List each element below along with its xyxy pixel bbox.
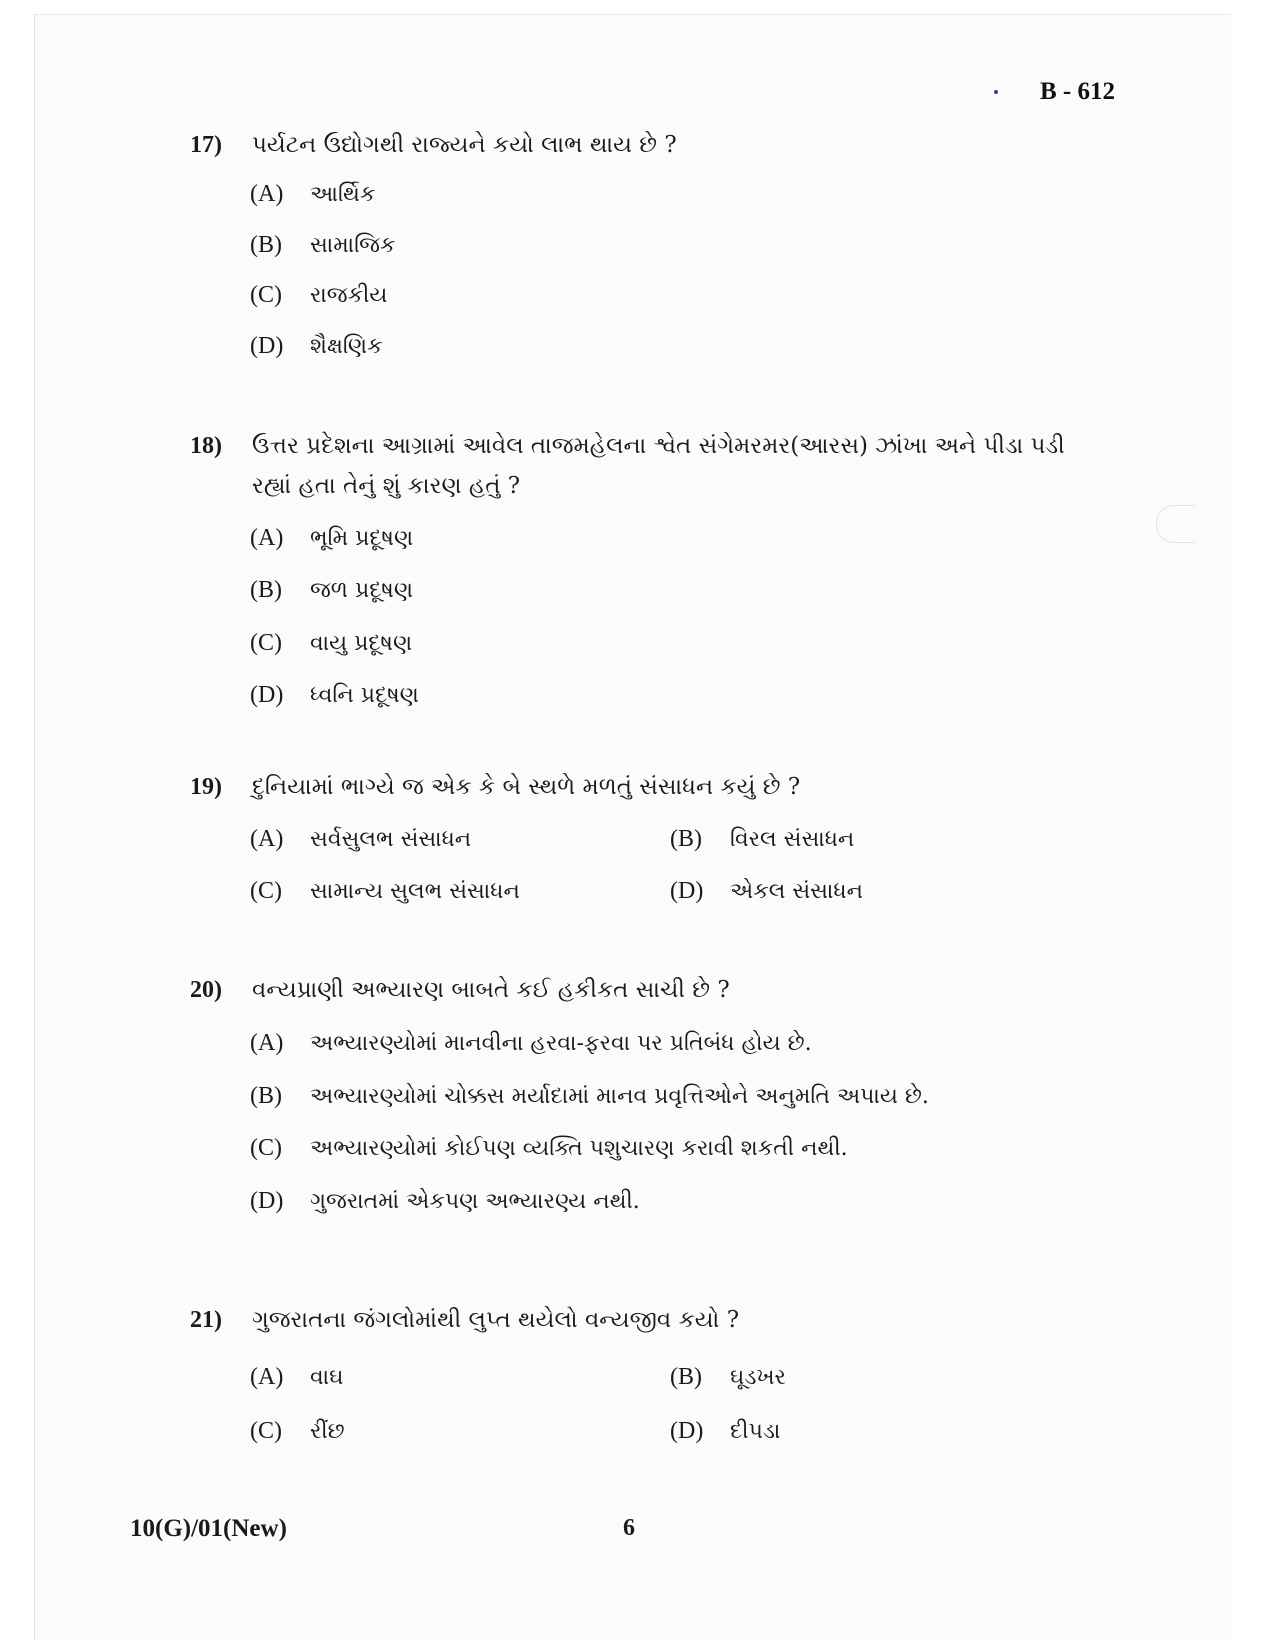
option-label: (B) — [250, 577, 282, 603]
option-label: (B) — [250, 1083, 282, 1109]
option-21-a — [250, 1360, 343, 1395]
option-19-d — [670, 874, 863, 909]
option-label: (C) — [250, 282, 282, 308]
question-text: દુનિયામાં ભાગ્યે જ એક કે બે સ્થળે મળતું સંસાધન કયું છે ? — [252, 774, 801, 800]
option-label: (B) — [670, 1364, 702, 1390]
option-text: રાજકીય — [310, 283, 388, 308]
question-number: 19) — [190, 774, 222, 800]
question-number: 18) — [190, 433, 222, 459]
option-text: ભૂમિ પ્રદૂષણ — [310, 526, 414, 551]
paper-code: B - 612 — [1040, 78, 1115, 105]
option-label: (D) — [250, 1188, 284, 1214]
option-17-d — [250, 329, 383, 364]
option-text: અભ્યારણ્યોમાં ચોક્કસ મર્યાદામાં માનવ પ્રવૃત્તિઓને અનુમતિ અપાય છે. — [310, 1084, 929, 1109]
option-text: એકલ સંસાધન — [730, 879, 863, 904]
option-label: (C) — [250, 1418, 282, 1444]
question-text: ઉત્તર પ્રદેશના આગ્રામાં આવેલ તાજમહેલના શ્વેત સંગેમરમર(આરસ) ઝાંખા અને પીડા પડી રહ્યાં હતા તેનું શું કારણ હતું ? — [252, 433, 1065, 499]
option-label: (C) — [250, 878, 282, 904]
option-text: જળ પ્રદૂષણ — [310, 578, 414, 603]
option-17-a — [250, 177, 375, 212]
option-19-a — [250, 822, 471, 857]
option-text: ઘૂડખર — [730, 1365, 786, 1390]
option-21-b — [670, 1360, 786, 1395]
option-text: સર્વસુલભ સંસાધન — [310, 827, 472, 852]
option-text: રીંછ — [310, 1419, 345, 1444]
option-text: અભ્યારણ્યોમાં કોઈપણ વ્યક્તિ પશુચારણ કરાવી શકતી નથી. — [310, 1136, 848, 1161]
option-label: (C) — [250, 1135, 282, 1161]
option-text: આર્થિક — [310, 182, 376, 207]
option-label: (D) — [250, 333, 284, 359]
question-text: પર્યટન ઉદ્યોગથી રાજ્યને કયો લાભ થાય છે ? — [252, 132, 677, 158]
option-text: સામાજિક — [310, 233, 396, 258]
option-label: (C) — [250, 630, 282, 656]
option-20-a — [250, 1026, 812, 1061]
option-label: (D) — [670, 878, 704, 904]
footer-series-code: 10(G)/01(New) — [130, 1515, 287, 1542]
option-label: (A) — [250, 826, 284, 852]
option-text: સામાન્ય સુલભ સંસાધન — [310, 879, 520, 904]
option-text: ગુજરાતમાં એકપણ અભ્યારણ્ય નથી. — [310, 1189, 640, 1214]
punch-mark — [1156, 505, 1195, 543]
option-text: વાઘ — [310, 1365, 344, 1390]
option-20-d — [250, 1184, 640, 1219]
option-20-c — [250, 1131, 848, 1166]
question-number: 21) — [190, 1307, 222, 1333]
option-text: અભ્યારણ્યોમાં માનવીના હરવા-ફરવા પર પ્રતિબંધ હોય છે. — [310, 1031, 812, 1056]
option-text: વિરલ સંસાધન — [730, 827, 855, 852]
option-20-b — [250, 1079, 929, 1114]
option-21-d — [670, 1414, 780, 1449]
option-text: શૈક્ષણિક — [310, 334, 383, 359]
option-text: ધ્વનિ પ્રદૂષણ — [310, 683, 419, 708]
option-19-b — [670, 822, 854, 857]
option-18-a — [250, 521, 413, 556]
option-text: વાયુ પ્રદૂષણ — [310, 631, 413, 656]
question-text: ગુજરાતના જંગલોમાંથી લુપ્ત થયેલો વન્યજીવ કયો ? — [252, 1307, 740, 1333]
option-label: (B) — [250, 232, 282, 258]
option-label: (A) — [250, 181, 284, 207]
page-number: 6 — [623, 1515, 635, 1541]
option-text: દીપડા — [730, 1419, 781, 1444]
option-label: (B) — [670, 826, 702, 852]
option-17-b — [250, 228, 395, 263]
question-number: 20) — [190, 977, 222, 1003]
option-18-c — [250, 626, 412, 661]
option-label: (D) — [670, 1418, 704, 1444]
option-label: (D) — [250, 682, 284, 708]
exam-sheet — [34, 14, 1231, 1640]
option-18-b — [250, 573, 413, 608]
option-21-c — [250, 1414, 345, 1449]
option-label: (A) — [250, 525, 284, 551]
question-number: 17) — [190, 132, 222, 158]
question-text: વન્યપ્રાણી અભ્યારણ બાબતે કઈ હકીકત સાચી છે ? — [252, 977, 730, 1003]
option-19-c — [250, 874, 520, 909]
option-17-c — [250, 278, 387, 313]
option-label: (A) — [250, 1364, 284, 1390]
ink-dot — [994, 90, 998, 94]
option-18-d — [250, 678, 419, 713]
option-label: (A) — [250, 1030, 284, 1056]
